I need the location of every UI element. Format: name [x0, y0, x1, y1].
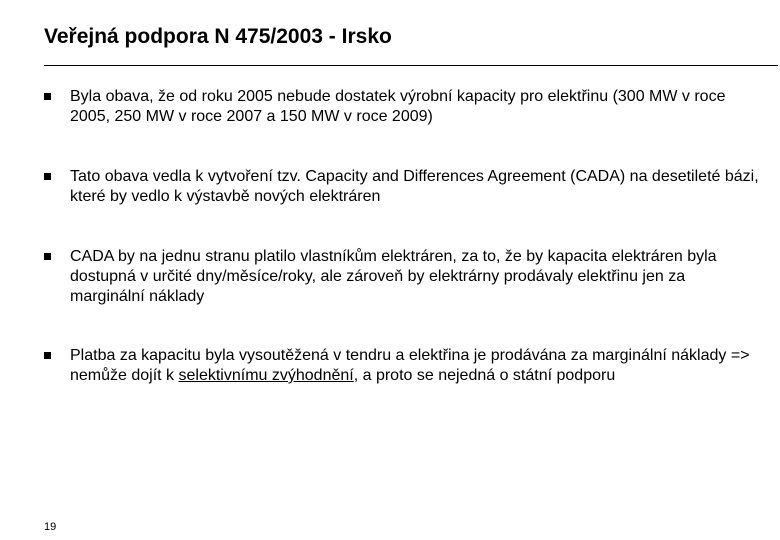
title-underline	[44, 65, 778, 66]
bullet-text: Byla obava, že od roku 2005 nebude dostatek výrobní kapacity pro elektřinu (300 MW v roce 2005, 250 MW v roce 2007 a 150 MW v roce 2009)	[70, 88, 726, 125]
bullet-text	[70, 346, 764, 386]
bullet-item-4	[44, 346, 764, 386]
slide-title: Veřejná podpora N 475/2003 - Irsko	[44, 25, 392, 48]
bullet-text-part: Platba za kapacitu byla vysoutěžená v tendru a elektřina je prodávána za marginální náklady => nemůže dojít k	[70, 347, 750, 384]
page-number: 19	[44, 521, 57, 533]
bullet-item-2	[44, 167, 764, 207]
bullet-text: Tato obava vedla k vytvoření tzv. Capacity and Differences Agreement (CADA) na desetileté bázi, které by vedlo k výstavbě nových elektráren	[70, 168, 759, 205]
square-bullet-icon	[44, 253, 51, 260]
bullet-text: CADA by na jednu stranu platilo vlastníkům elektráren, za to, že by kapacita elektráren byla dostupná v určité dny/měsíce/roky, ale zároveň by elektrárny prodávaly elektřinu jen za marginální náklady	[70, 248, 717, 305]
square-bullet-icon	[44, 173, 51, 180]
square-bullet-icon	[44, 352, 51, 359]
square-bullet-icon	[44, 93, 51, 100]
bullet-text-part: , a proto se nejedná o státní podporu	[353, 367, 616, 384]
underlined-term: selektivnímu zvýhodnění	[178, 367, 354, 384]
bullet-item-1	[44, 87, 764, 127]
bullet-item-3	[44, 247, 764, 307]
